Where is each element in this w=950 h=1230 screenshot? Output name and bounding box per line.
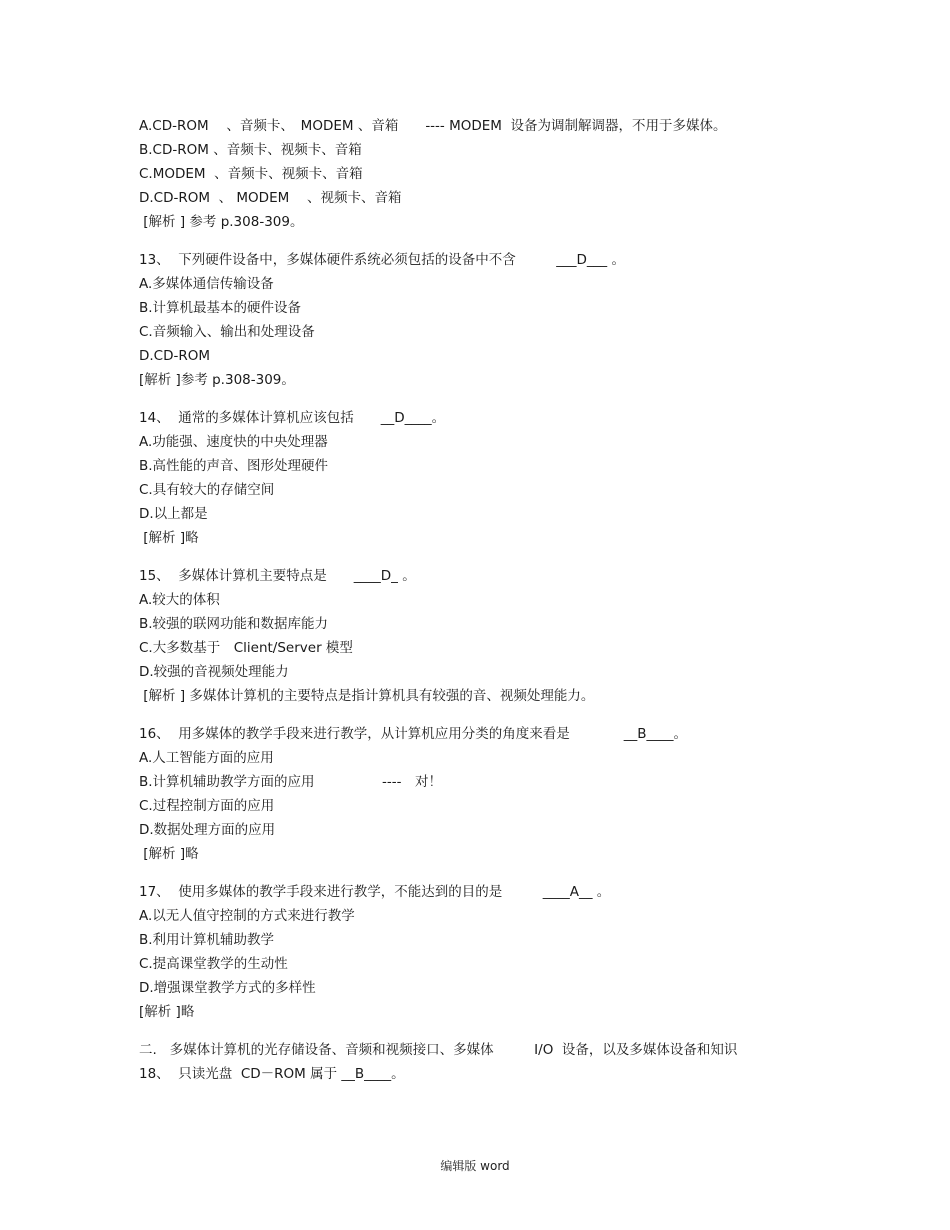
option-d: D.较强的音视频处理能力 bbox=[139, 664, 289, 680]
spacer bbox=[139, 1024, 839, 1038]
option-a: A.多媒体通信传输设备 bbox=[139, 276, 274, 292]
question-block-16 bbox=[139, 722, 839, 866]
option-b: B.CD-ROM 、音频卡、视频卡、音箱 bbox=[139, 142, 362, 158]
spacer bbox=[139, 392, 839, 406]
section-heading: 二. 多媒体计算机的光存储设备、音频和视频接口、多媒体 I/O 设备，以及多媒体设备和知识 bbox=[139, 1042, 738, 1058]
analysis: [解析 ]略 bbox=[139, 1004, 195, 1020]
spacer bbox=[139, 234, 839, 248]
spacer bbox=[139, 866, 839, 880]
option-b: B.较强的联网功能和数据库能力 bbox=[139, 616, 329, 632]
option-a: A.较大的体积 bbox=[139, 592, 220, 608]
spacer bbox=[139, 708, 839, 722]
option-b: B.高性能的声音、图形处理硬件 bbox=[139, 458, 329, 474]
question-block-14 bbox=[139, 406, 839, 550]
option-d: D.增强课堂教学方式的多样性 bbox=[139, 980, 316, 996]
option-d: D.CD-ROM bbox=[139, 348, 211, 364]
option-c: C.过程控制方面的应用 bbox=[139, 798, 275, 814]
section-two bbox=[139, 1038, 839, 1086]
option-c: C.MODEM 、音频卡、视频卡、音箱 bbox=[139, 166, 363, 182]
option-a: A.以无人值守控制的方式来进行教学 bbox=[139, 908, 355, 924]
option-a: A.人工智能方面的应用 bbox=[139, 750, 274, 766]
spacer bbox=[139, 550, 839, 564]
page-footer: 编辑版 word bbox=[440, 1159, 510, 1173]
option-b: B.利用计算机辅助教学 bbox=[139, 932, 275, 948]
option-d: D.数据处理方面的应用 bbox=[139, 822, 276, 838]
question-text: 14、 通常的多媒体计算机应该包括 __D____。 bbox=[139, 410, 446, 426]
question-block-13 bbox=[139, 248, 839, 392]
option-c: C.具有较大的存储空间 bbox=[139, 482, 275, 498]
question-block-17 bbox=[139, 880, 839, 1024]
document-content bbox=[139, 114, 839, 1086]
question-text: 17、 使用多媒体的教学手段来进行教学，不能达到的目的是 ____A__ 。 bbox=[139, 884, 611, 900]
question-text: 15、 多媒体计算机主要特点是 ____D_ 。 bbox=[139, 568, 416, 584]
analysis: [解析 ] 参考 p.308-309。 bbox=[139, 214, 304, 230]
analysis: [解析 ]略 bbox=[139, 846, 199, 862]
question-block-15 bbox=[139, 564, 839, 708]
option-b: B.计算机最基本的硬件设备 bbox=[139, 300, 302, 316]
option-c: C.提高课堂教学的生动性 bbox=[139, 956, 288, 972]
option-d: D.CD-ROM 、 MODEM 、视频卡、音箱 bbox=[139, 190, 402, 206]
analysis: [解析 ]略 bbox=[139, 530, 199, 546]
option-a: A.CD-ROM 、音频卡、 MODEM 、音箱 ---- MODEM 设备为调制解调器，不用于多媒体。 bbox=[139, 118, 727, 134]
question-text: 13、 下列硬件设备中，多媒体硬件系统必须包括的设备中不含 ___D___ 。 bbox=[139, 252, 625, 268]
question-text: 16、 用多媒体的教学手段来进行教学，从计算机应用分类的角度来看是 __B____。 bbox=[139, 726, 688, 742]
analysis: [解析 ]参考 p.308-309。 bbox=[139, 372, 295, 388]
option-a: A.功能强、速度快的中央处理器 bbox=[139, 434, 328, 450]
option-c: C.大多数基于 Client/Server 模型 bbox=[139, 640, 353, 656]
option-b: B.计算机辅助教学方面的应用 ---- 对！ bbox=[139, 774, 443, 790]
analysis: [解析 ] 多媒体计算机的主要特点是指计算机具有较强的音、视频处理能力。 bbox=[139, 688, 595, 704]
question-text: 18、 只读光盘 CD－ROM 属于 __B____。 bbox=[139, 1066, 405, 1082]
option-d: D.以上都是 bbox=[139, 506, 208, 522]
option-c: C.音频输入、输出和处理设备 bbox=[139, 324, 315, 340]
question-block-12-options bbox=[139, 114, 839, 234]
